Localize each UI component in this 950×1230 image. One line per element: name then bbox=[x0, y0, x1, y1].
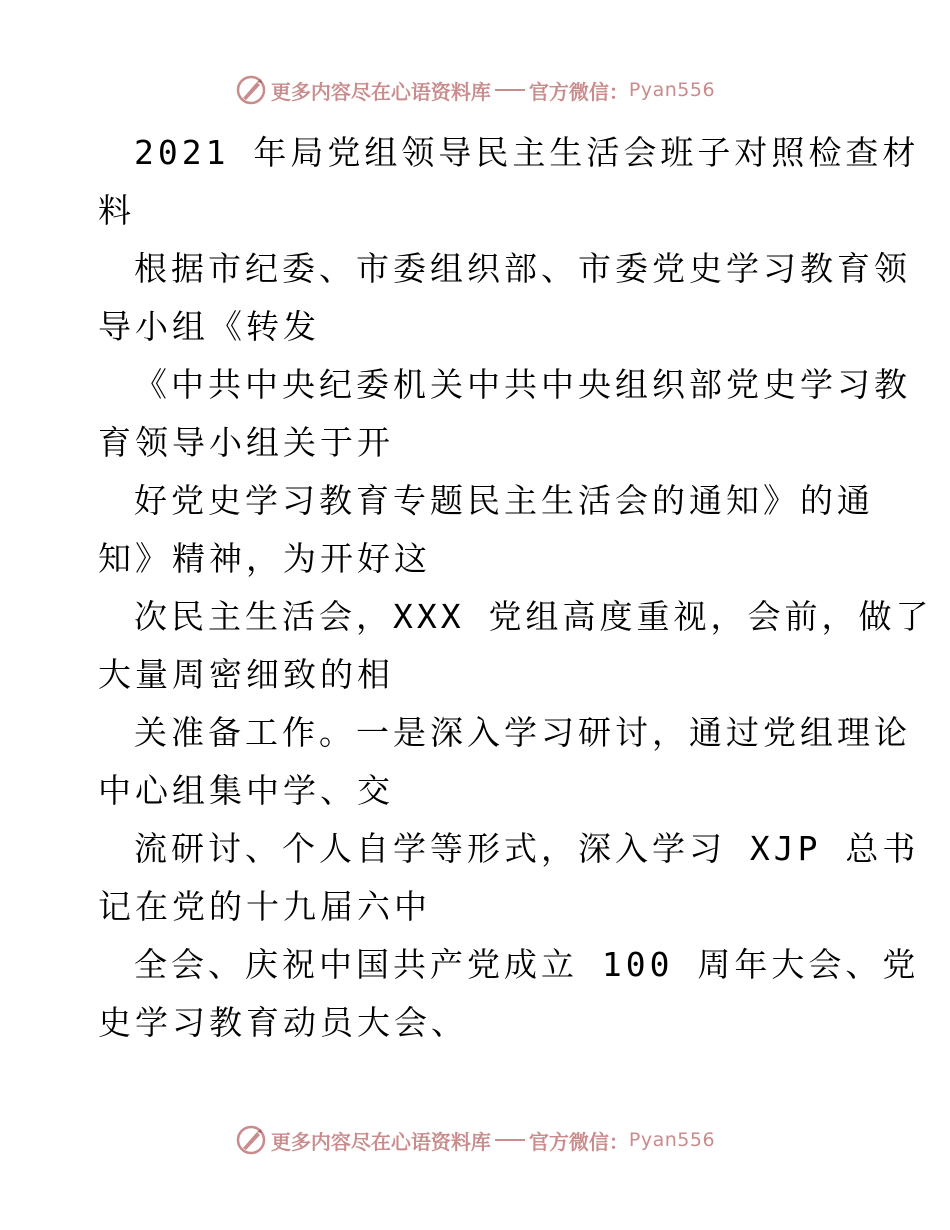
text-line: 大量周密细致的相 bbox=[98, 655, 394, 694]
text-line: 好党史学习教育专题民主生活会的通知》的通 bbox=[134, 481, 874, 520]
text-line: 料 bbox=[98, 191, 135, 230]
footer-watermark bbox=[0, 1120, 950, 1160]
watermark-dash bbox=[495, 1139, 525, 1141]
text-line: 2021 年局党组领导民主生活会班子对照检查材 bbox=[134, 133, 920, 172]
text-line: 史学习教育动员大会、 bbox=[98, 1003, 468, 1042]
text-line: 育领导小组关于开 bbox=[98, 423, 394, 462]
text-line: 导小组《转发 bbox=[98, 307, 320, 346]
text-line: 次民主生活会，XXX 党组高度重视，会前，做了 bbox=[134, 597, 933, 636]
watermark-wechat-id: Pyan556 bbox=[628, 79, 716, 101]
watermark-official-text: 官方微信： bbox=[528, 79, 629, 104]
text-line: 记在党的十九届六中 bbox=[98, 887, 431, 926]
quill-pen-logo-icon bbox=[235, 74, 267, 106]
text-line: 《中共中央纪委机关中共中央组织部党史学习教 bbox=[134, 365, 911, 404]
text-line: 中心组集中学、交 bbox=[98, 771, 394, 810]
watermark-main-text: 更多内容尽在心语资料库 bbox=[270, 79, 491, 104]
quill-pen-logo-icon bbox=[235, 1124, 267, 1156]
text-line: 关准备工作。一是深入学习研讨，通过党组理论 bbox=[134, 713, 911, 752]
watermark-wechat-id: Pyan556 bbox=[628, 1129, 716, 1151]
watermark-dash bbox=[495, 89, 525, 91]
watermark-main-text: 更多内容尽在心语资料库 bbox=[270, 1129, 491, 1154]
watermark-official-text: 官方微信： bbox=[528, 1129, 629, 1154]
text-line: 流研讨、个人自学等形式，深入学习 XJP 总书 bbox=[134, 829, 920, 868]
text-line: 知》精神，为开好这 bbox=[98, 539, 431, 578]
document-body bbox=[98, 124, 933, 1052]
header-watermark bbox=[0, 70, 950, 110]
text-line: 根据市纪委、市委组织部、市委党史学习教育领 bbox=[134, 249, 911, 288]
text-line: 全会、庆祝中国共产党成立 100 周年大会、党 bbox=[134, 945, 920, 984]
